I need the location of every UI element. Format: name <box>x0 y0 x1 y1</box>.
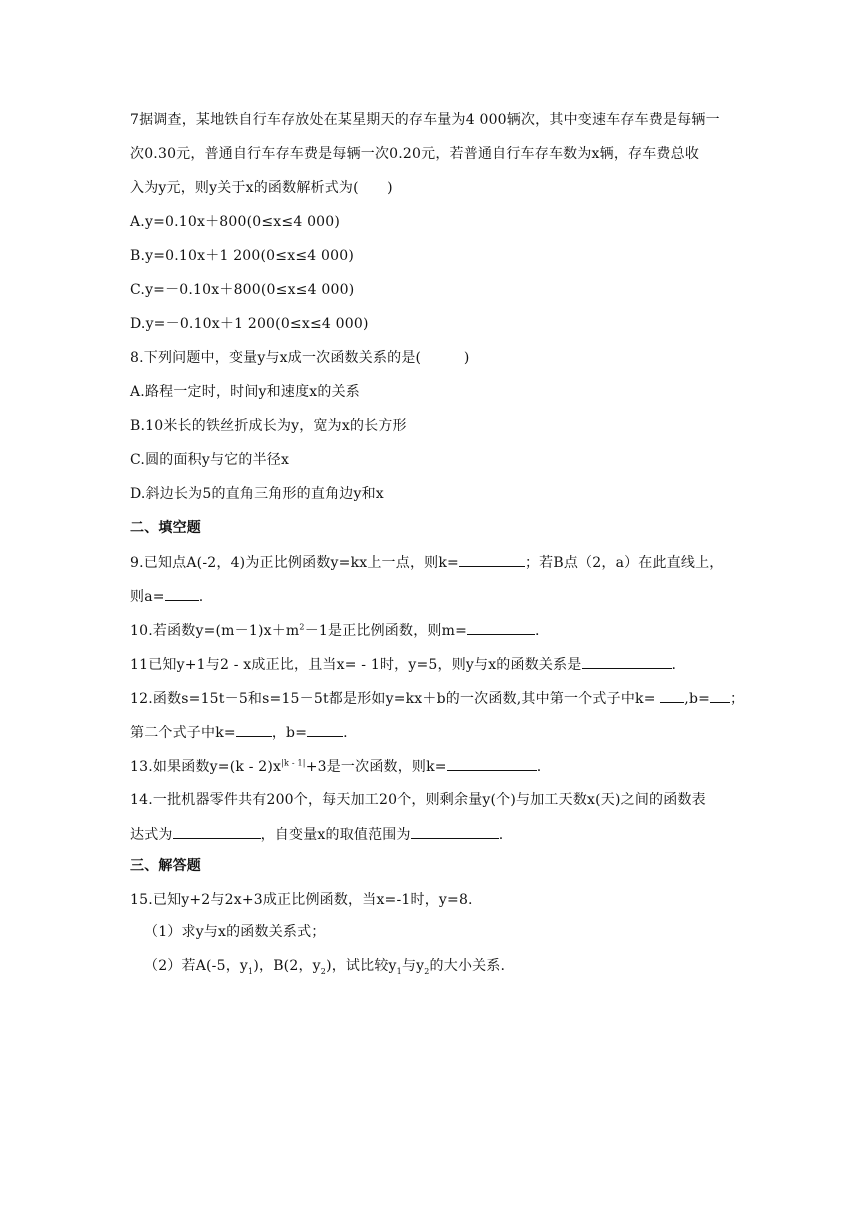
q7-line3: 入为y元，则y关于x的函数解析式为( ) <box>130 180 393 196</box>
q8-option-b: B.10米长的铁丝折成长为y，宽为x的长方形 <box>130 418 407 434</box>
q12-text-2: ,b= <box>684 691 711 707</box>
q7-option-c: C.y=－0.10x＋800(0≤x≤4 000) <box>130 282 355 298</box>
q12-blank-b1[interactable] <box>710 688 730 703</box>
q15-sub2-text-a: （2）若A(-5，y <box>144 958 249 974</box>
section-heading-solve: 三、解答题 <box>130 858 201 874</box>
q8-option-a: A.路程一定时，时间y和速度x的关系 <box>130 384 360 400</box>
q13-line <box>130 756 541 777</box>
q11-text-2: . <box>671 657 677 673</box>
q12-line2 <box>130 722 348 743</box>
q9-line2 <box>130 586 203 607</box>
q12-blank-b2[interactable] <box>307 722 343 737</box>
q7-line1: 7据调查，某地铁自行车存放处在某星期天的存车量为4 000辆次，其中变速车存车费是每辆一 <box>130 112 720 128</box>
q14-text-2: ，自变量x的取值范围为 <box>260 827 411 843</box>
q9-line1 <box>130 552 724 573</box>
q15-sub2-text-e: 的大小关系. <box>429 958 506 974</box>
q7-option-b: B.y=0.10x＋1 200(0≤x≤4 000) <box>130 248 354 264</box>
q13-text-3: . <box>536 759 542 775</box>
q9-blank-k[interactable] <box>459 552 525 567</box>
q15-sub1: （1）求y与x的函数关系式； <box>144 924 326 940</box>
q11-line <box>130 654 676 675</box>
q15-sub2-subscript-4: 2 <box>424 966 430 976</box>
q10-text-1: 10.若函数y=(m－1)x＋m <box>130 623 300 639</box>
q14-blank-expression[interactable] <box>173 824 261 839</box>
q7-line2: 次0.30元，普通自行车存车费是每辆一次0.20元，若普通自行车存车数为x辆，存车费总收 <box>130 146 700 162</box>
q14-blank-range[interactable] <box>411 824 499 839</box>
q12-text-6: . <box>343 725 348 741</box>
q12-blank-k1[interactable] <box>660 688 684 703</box>
q9-text-3: 则a= <box>130 589 165 605</box>
q9-text-2: ；若B点（2，a）在此直线上， <box>524 555 724 571</box>
q15-sub2 <box>144 956 505 976</box>
q11-text-1: 11已知y+1与2 - x成正比，且当x= - 1时，y=5，则y与x的函数关系是 <box>130 657 582 673</box>
q15-sub2-subscript-2: 2 <box>320 966 327 976</box>
q12-text-4: 第二个式子中k= <box>130 725 236 741</box>
q9-blank-a[interactable] <box>165 586 199 601</box>
q15-sub2-text-c: )，试比较y <box>326 958 397 974</box>
q12-blank-k2[interactable] <box>236 722 272 737</box>
q13-exponent: |k - 1| <box>281 758 306 768</box>
q13-text-1: 13.如果函数y=(k - 2)x <box>130 759 282 775</box>
q15-sub2-text-b: )，B(2，y <box>253 958 321 974</box>
q14-line2 <box>130 824 503 845</box>
q15-sub2-text-d: 与y <box>401 958 425 974</box>
q10-line <box>130 620 540 641</box>
q11-blank[interactable] <box>582 654 672 669</box>
q15-stem: 15.已知y+2与2x+3成正比例函数，当x=-1时，y=8. <box>130 892 473 908</box>
q10-text-2: －1是正比例函数，则m= <box>304 623 467 639</box>
q8-option-d: D.斜边长为5的直角三角形的直角边y和x <box>130 486 384 502</box>
q10-blank-m[interactable] <box>467 620 535 635</box>
q8-stem: 8.下列问题中，变量y与x成一次函数关系的是( ) <box>130 350 470 366</box>
q8-option-c: C.圆的面积y与它的半径x <box>130 452 290 468</box>
q9-text-1: 9.已知点A(-2，4)为正比例函数y=kx上一点，则k= <box>130 555 459 571</box>
q9-text-4: . <box>198 589 204 605</box>
q13-text-2: +3是一次函数，则k= <box>305 759 447 775</box>
q14-line1: 14.一批机器零件共有200个，每天加工20个，则剩余量y(个)与加工天数x(天)之间的函数表 <box>130 792 706 808</box>
q15-sub2-subscript-3: 1 <box>396 966 402 976</box>
q12-text-3: ； <box>730 691 745 707</box>
section-heading-fill-in: 二、填空题 <box>130 520 201 536</box>
q10-text-3: . <box>535 623 540 639</box>
q12-line1 <box>130 688 744 709</box>
q7-option-d: D.y=－0.10x＋1 200(0≤x≤4 000) <box>130 316 369 332</box>
q13-blank-k[interactable] <box>447 756 537 771</box>
q12-text-1: 12.函数s=15t－5和s=15－5t都是形如y=kx＋b的一次函数,其中第一个式子中k= <box>130 691 656 707</box>
q7-option-a: A.y=0.10x＋800(0≤x≤4 000) <box>130 214 341 230</box>
q14-text-1: 达式为 <box>130 827 173 843</box>
q12-text-5: ，b= <box>271 725 308 741</box>
q15-sub2-subscript-1: 1 <box>248 966 254 976</box>
q14-text-3: . <box>498 827 504 843</box>
q10-exponent: 2 <box>299 622 305 632</box>
